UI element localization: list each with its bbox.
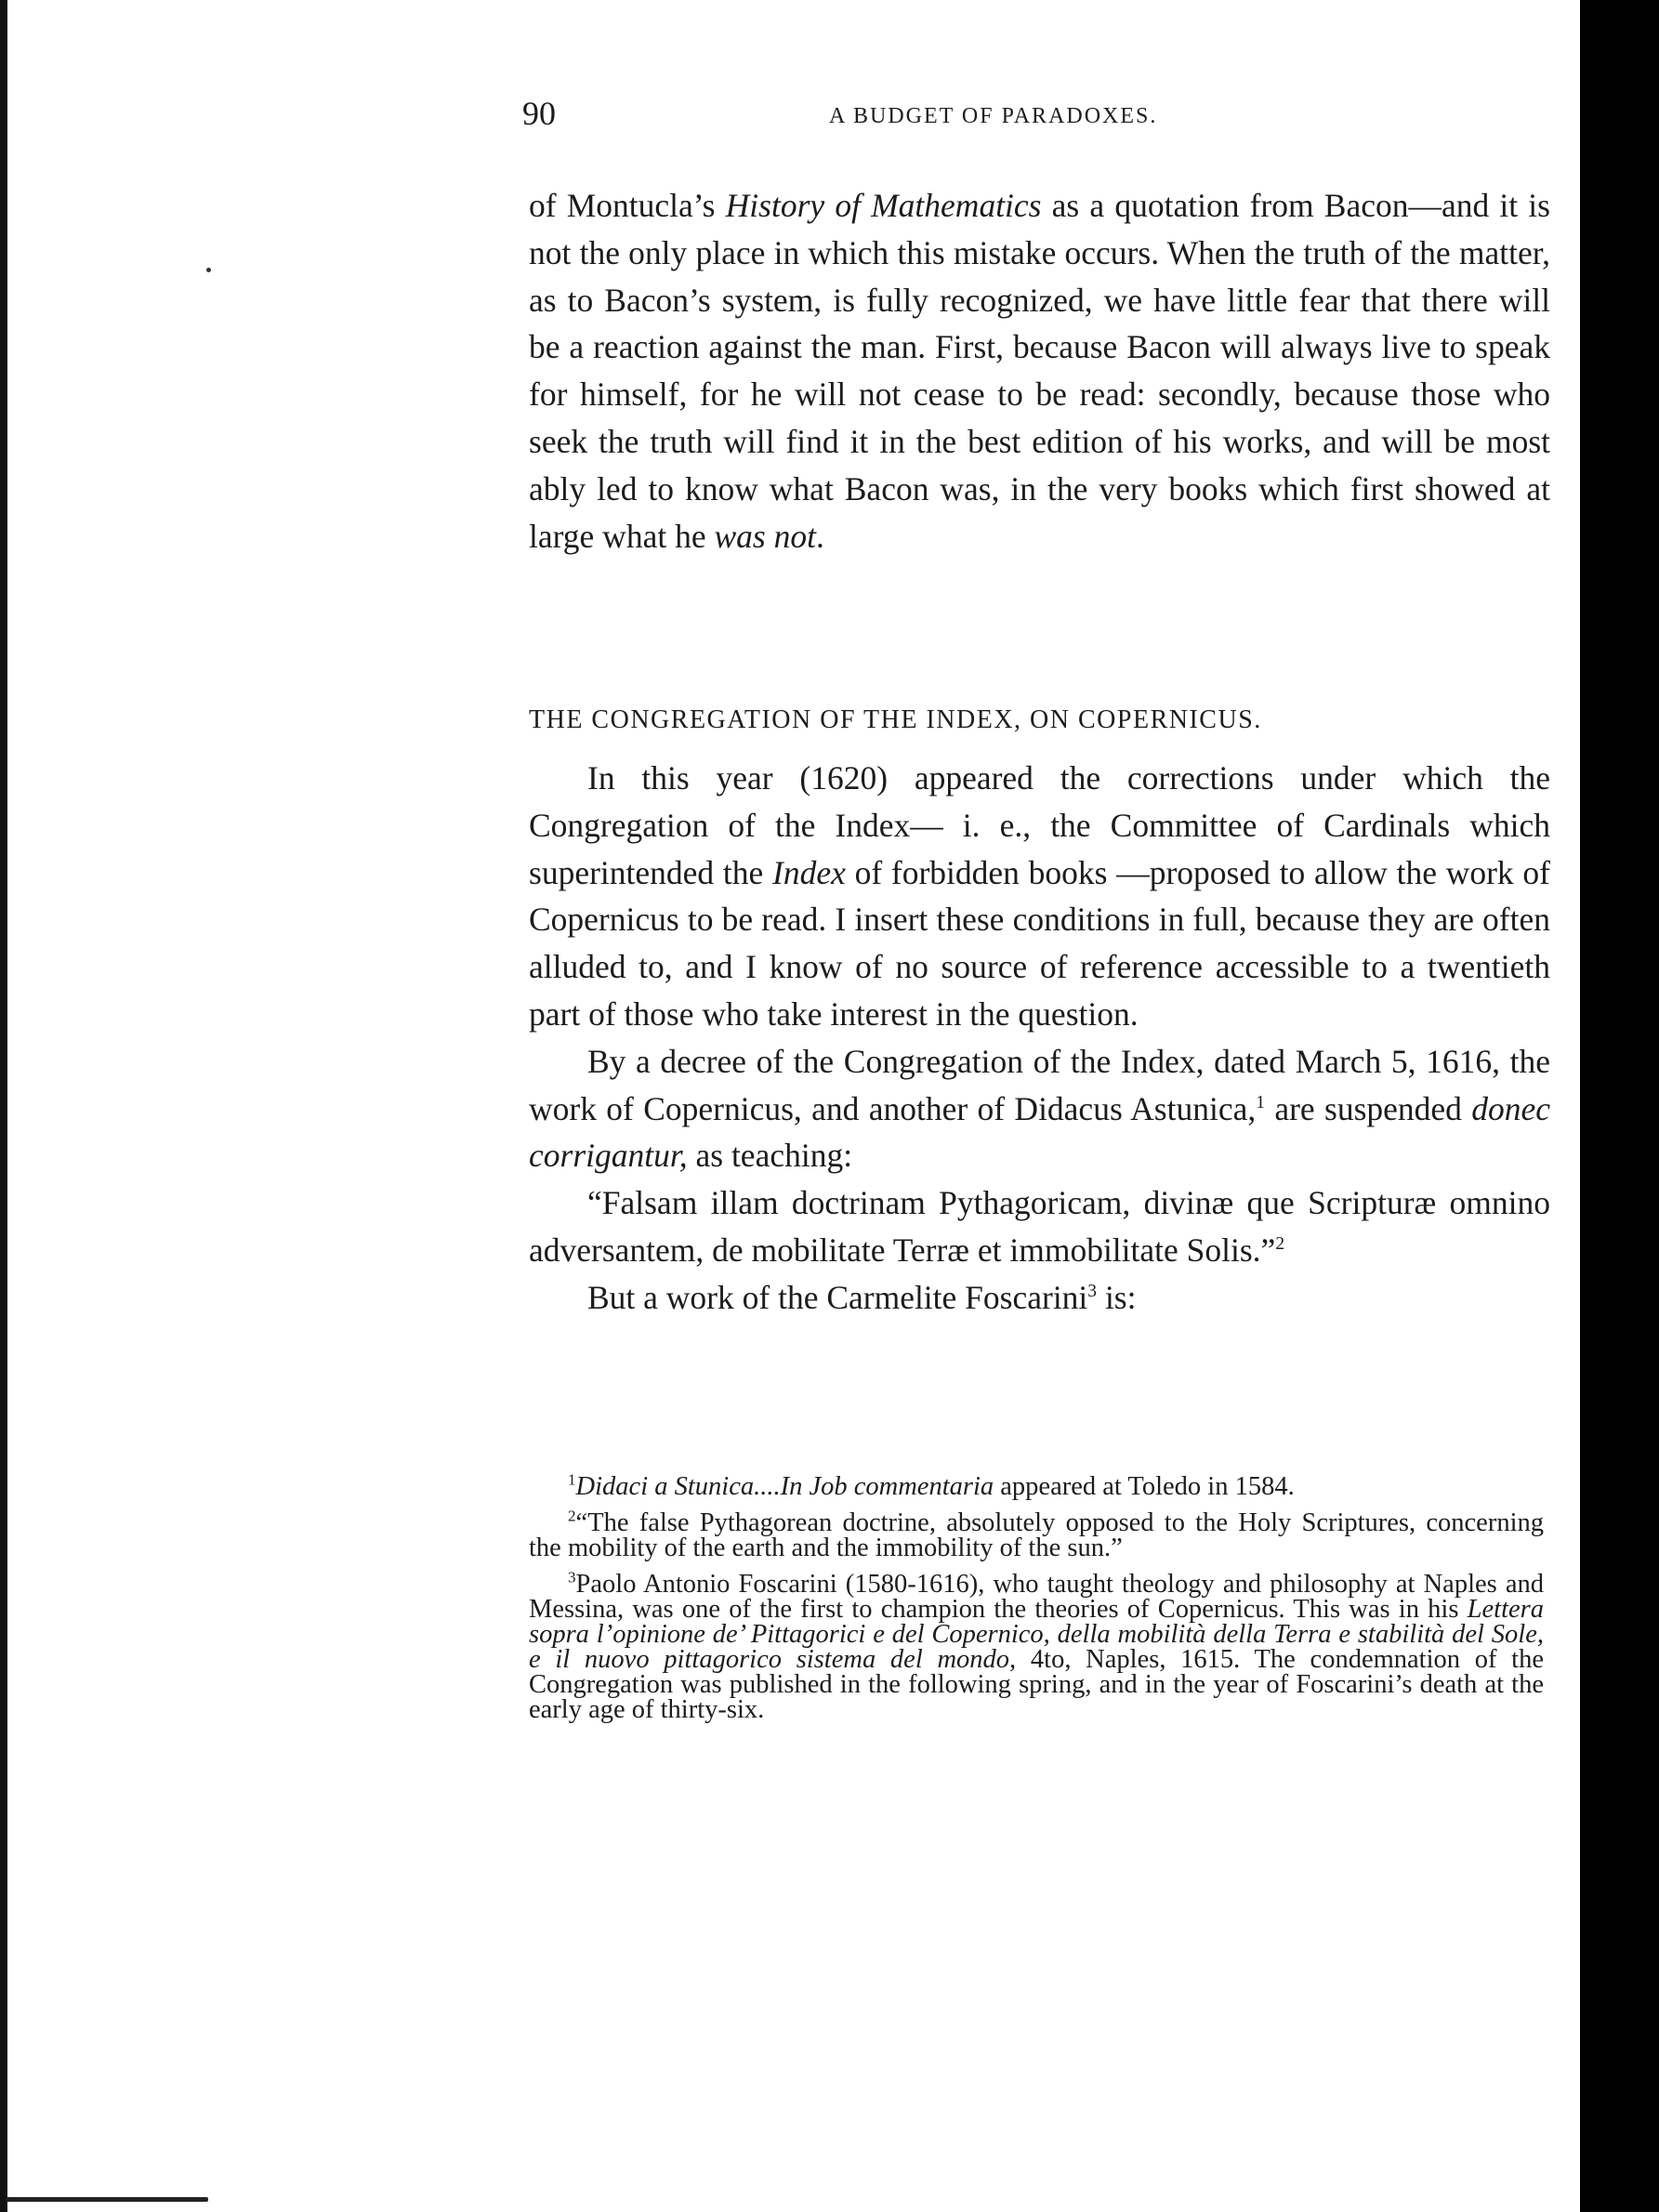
footnote-mark: 2 [568, 1507, 576, 1525]
opening-paragraph-block [529, 182, 1550, 560]
text-run: 4to, Naples, 1615. The condemnation of the Congregation was published in the following spring, and in the year of Foscarini’s death at the early age of thirty-six. [529, 1645, 1545, 1724]
footnote-ref-3: 3 [1087, 1281, 1098, 1301]
page-number: 90 [522, 95, 556, 132]
section-heading: THE CONGREGATION OF THE INDEX, ON COPERNICUS. [529, 705, 1262, 734]
footnote-mark: 1 [568, 1470, 576, 1489]
emphasis-italic: was not [714, 517, 816, 555]
text-run: as a quotation from Bacon—and it is not the only place in which this mistake occurs. When the truth of the matter, as to Bacon’s system, is fully recognized, we have little fear that there will be a reaction against the man. First, because Bacon will always live to speak for himself, for he will not cease to be read: secondly, because those who seek the truth will find it in the best edition of his works, and will be most ably led to know what Bacon was, in the very books which first showed at large what he [529, 187, 1550, 555]
footnote-3 [529, 1568, 1545, 1724]
latin-italic: donec corrigantur, [529, 1089, 1551, 1175]
main-text-block [529, 755, 1550, 1322]
text-run: appeared at Toledo in 1584. [994, 1472, 1295, 1501]
text-run: In this year (1620) appeared the corrections under which the Congregation of the Index— i. e., the Committee of Cardinals which superintended the [529, 759, 1550, 891]
text-run: . [815, 517, 824, 555]
footnote-1 [529, 1470, 1544, 1501]
footnotes [529, 1470, 1545, 1733]
footnote-mark: 3 [568, 1568, 576, 1587]
text-run: Paolo Antonio Foscarini (1580-1616), who taught theology and philosophy at Naples and Messina, was one of the first to champion the theories of Copernicus. This was in his [529, 1570, 1544, 1624]
running-title: A BUDGET OF PARADOXES. [829, 104, 1158, 128]
text-run: But a work of the Carmelite Foscarini [587, 1278, 1088, 1316]
index-italic: Index [772, 853, 846, 891]
latin-quote [529, 1179, 1550, 1274]
text-run: as teaching: [687, 1137, 853, 1175]
stray-ink-dot [206, 268, 211, 272]
text-run: By a decree of the Congregation of the Index, dated March 5, 1616, the work of Copernicus, and another of Didacus Astunica, [529, 1042, 1550, 1127]
page-right-edge [1580, 0, 1659, 2212]
text-run: “Falsam illam doctrinam Pythagoricam, divinæ que Scripturæ omnino adversantem, de mobilitate Terræ et immobilitate Solis.” [529, 1184, 1550, 1269]
opening-paragraph [529, 182, 1550, 560]
footnote-ref-2: 2 [1275, 1234, 1285, 1255]
text-run: “The false Pythagorean doctrine, absolutely opposed to the Holy Scriptures, concerning the mobility of the earth and the immobility of the sun.” [529, 1508, 1544, 1562]
book-title-italic: History of Mathematics [725, 187, 1042, 224]
footnote-italic: Didaci a Stunica....In Job commentaria [575, 1472, 994, 1501]
text-run: are suspended [1264, 1089, 1472, 1127]
text-run: of forbidden books —proposed to allow the work of Copernicus to be read. I insert these conditions in full, because they are often alluded to, and I know of no source of reference accessible to a twentieth part of those who take interest in the question. [529, 853, 1550, 1033]
text-run: of Montucla’s [529, 187, 726, 224]
footnote-italic: Lettera sopra l’opinione de’ Pittagorici e del Copernico, della mobilità della Terra e stabilità del Sole, e il nuovo pittagorico sistema del mondo, [529, 1595, 1544, 1674]
page-left-edge [0, 0, 7, 2212]
foscarini-line [529, 1274, 1550, 1322]
footnote-2 [529, 1507, 1544, 1562]
page-bottom-mark [6, 2197, 208, 2202]
paragraph-1620 [529, 755, 1550, 1038]
text-run: is: [1097, 1278, 1137, 1316]
paragraph-decree [529, 1038, 1550, 1179]
footnote-ref-1: 1 [1256, 1092, 1265, 1113]
